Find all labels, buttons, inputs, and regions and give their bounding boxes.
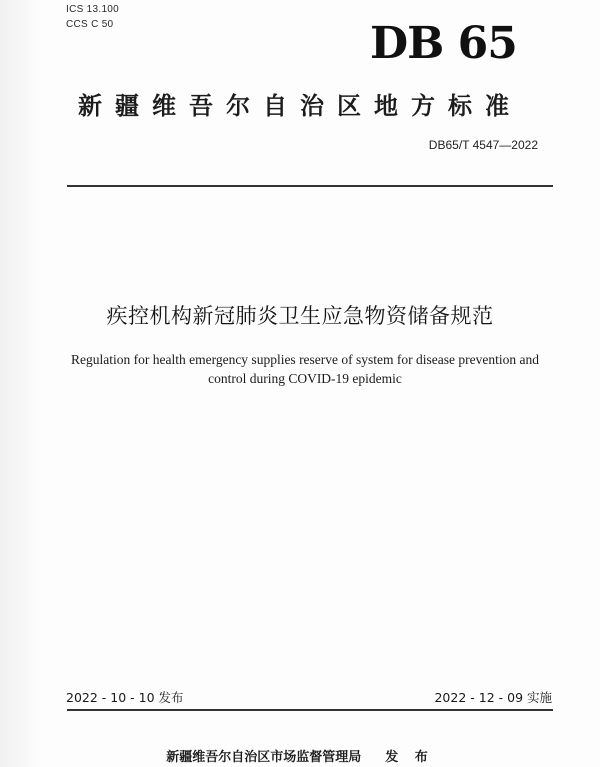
db65-logo: DB 65	[370, 18, 517, 69]
standard-type-heading: 新疆维吾尔自治区地方标准	[78, 92, 522, 120]
ics-code: ICS 13.100	[66, 4, 120, 15]
chinese-title: 疾控机构新冠肺炎卫生应急物资储备规范	[106, 304, 494, 328]
issuer-line	[0, 746, 600, 765]
issuer-name: 新疆维吾尔自治区市场监督管理局	[166, 750, 362, 765]
ccs-code: CCS C 50	[66, 19, 114, 30]
issue-label: 发 布	[385, 750, 434, 765]
top-divider	[67, 185, 553, 187]
scan-shadow	[0, 0, 42, 767]
standard-number: DB65/T 4547—2022	[428, 138, 538, 152]
implement-date: 2022 - 12 - 09 实施	[434, 690, 552, 705]
publish-date: 2022 - 10 - 10 发布	[66, 690, 184, 705]
english-title: Regulation for health emergency supplies reserve of system for disease prevention and control during COVID-19 epidemic	[71, 352, 539, 386]
bottom-divider	[67, 709, 553, 711]
